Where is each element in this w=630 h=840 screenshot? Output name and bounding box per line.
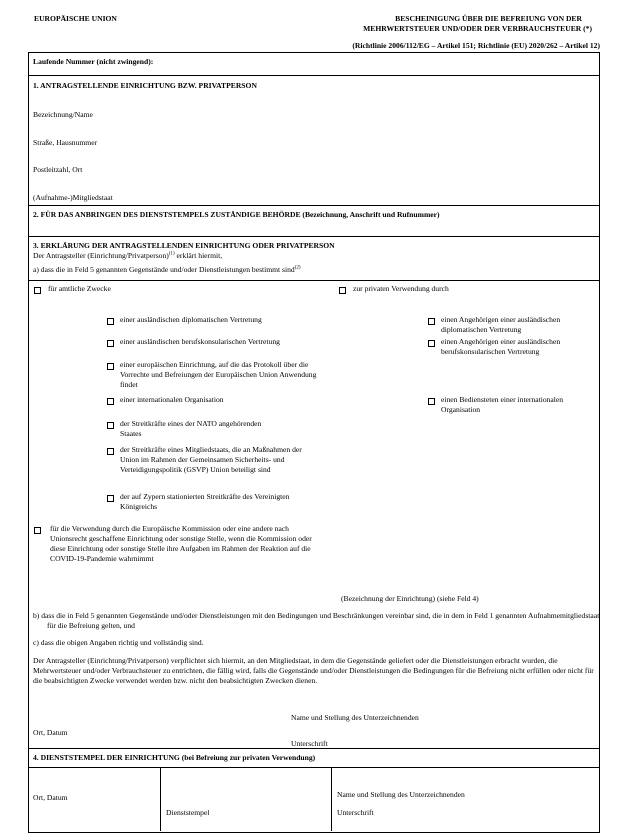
signature-field[interactable]: Unterschrift <box>291 739 328 748</box>
csdp-forces-label: der Streitkräfte eines Mitgliedstaats, die an Maßnahmen der Union im Rahmen der Gemeinsamen Sicherheits- und Verteidigungspolitik (GSVP) Union beteiligt sind <box>120 445 302 474</box>
signer-label: Name und Stellung des Unterzeichnenden <box>291 713 419 722</box>
legal-reference: (Richtlinie 2006/112/EG – Artikel 151; Richtlinie (EU) 2020/262 – Artikel 12) <box>352 41 600 50</box>
covid-response-label: für die Verwendung durch die Europäische Kommission oder eine andere nach Unionsrecht geschaffene Einrichtung oder sonstige Stelle, wenn die Kommission oder diese Einrichtung oder sonstige Stelle ihre Aufgaben im Rahmen der Reaktion auf die COVID-19-Pandemie wahrnimmt <box>50 524 312 563</box>
divider <box>28 75 599 76</box>
official-purpose-label: für amtliche Zwecke <box>48 284 111 293</box>
consular-post-label: einer ausländischen berufskonsularischen Vertretung <box>120 337 280 346</box>
diplomatic-member-label: einen Angehörigen einer ausländischen diplomatischen Vertretung <box>441 315 561 334</box>
diplomatic-mission-label: einer ausländischen diplomatischen Vertretung <box>120 315 262 324</box>
divider <box>28 767 599 768</box>
uk-cyprus-forces-label: der auf Zypern stationierten Streitkräfte des Vereinigten Königreichs <box>120 492 290 511</box>
official-purpose-checkbox[interactable] <box>34 287 41 294</box>
divider <box>28 748 599 749</box>
divider <box>28 280 599 281</box>
diplomatic-member-checkbox[interactable] <box>428 318 435 325</box>
private-use-label: zur privaten Verwendung durch <box>353 284 449 293</box>
divider <box>28 205 599 206</box>
form-title-line1: BESCHEINIGUNG ÜBER DIE BEFREIUNG VON DER <box>395 14 582 23</box>
union-label: EUROPÄISCHE UNION <box>34 14 117 23</box>
nato-forces-label: der Streitkräfte eines der NATO angehörenden Staates <box>120 419 262 438</box>
form-title-line2: MEHRWERTSTEUER UND/ODER DER VERBRAUCHSTEUER (*) <box>363 24 592 33</box>
intl-org-staff-label: einen Bediensteten einer internationalen Organisation <box>441 395 564 414</box>
section2-title: 2. FÜR DAS ANBRINGEN DES DIENSTSTEMPELS ZUSTÄNDIGE BEHÖRDE (Bezeichnung, Anschrift und Rufnummer) <box>33 210 440 219</box>
section4-title: 4. DIENSTSTEMPEL DER EINRICHTUNG (bei Befreiung zur privaten Verwendung) <box>33 753 316 762</box>
section3-title: 3. ERKLÄRUNG DER ANTRAGSTELLENDEN EINRICHTUNG ODER PRIVATPERSON <box>33 241 335 250</box>
declaration-intro: Der Antragsteller (Einrichtung/Privatperson)$^{(1)}$ erklärt hiermit, <box>33 251 223 260</box>
item-a: a) dass die in Feld 5 genannten Gegenstände und/oder Dienstleistungen bestimmt sind$^{(2)}$ <box>33 265 301 274</box>
csdp-forces-checkbox[interactable] <box>107 448 114 455</box>
item-b: b) dass die in Feld 5 genannten Gegenstände und/oder Dienstleistungen mit den Bedingungen und Beschränkungen vereinbar sind, die in dem in Feld 1 genannten Aufnahmemitgliedstaat für die Befreiung gelten, und <box>33 611 600 630</box>
serial-number-label: Laufende Nummer (nicht zwingend): <box>33 57 154 66</box>
divider <box>331 767 332 831</box>
international-org-checkbox[interactable] <box>107 398 114 405</box>
divider <box>28 236 599 237</box>
divider <box>160 767 161 831</box>
consular-member-label: einen Angehörigen einer ausländischen berufskonsularischen Vertretung <box>441 337 561 356</box>
intl-org-staff-checkbox[interactable] <box>428 398 435 405</box>
stamp-signer-label: Name und Stellung des Unterzeichnenden <box>337 790 465 799</box>
consular-member-checkbox[interactable] <box>428 340 435 347</box>
stamp-field[interactable]: Dienststempel <box>166 808 210 817</box>
facility-label: (Bezeichnung der Einrichtung) (siehe Feld 4) <box>341 594 479 603</box>
stamp-signature-field[interactable]: Unterschrift <box>337 808 374 817</box>
eu-body-checkbox[interactable] <box>107 363 114 370</box>
uk-cyprus-forces-checkbox[interactable] <box>107 495 114 502</box>
item-c: c) dass die obigen Angaben richtig und vollständig sind. <box>33 638 204 647</box>
private-use-checkbox[interactable] <box>339 287 346 294</box>
commitment-text: Der Antragsteller (Einrichtung/Privatperson) verpflichtet sich hiermit, an den Mitgliedstaat, in dem die Gegenstände geliefert oder die Dienstleistungen erbracht wurden, die Mehrwertsteuer und/oder Verbrauchsteuer zu entrichten, die fällig wird, falls die Gegenstände und/oder Dienstleistungen die Bedingungen für die Befreiung nicht erfüllen oder nicht für die beabsichtigten Zwecke verwendet werden bzw. nicht den beabsichtigten Zwecken dienen. <box>33 656 594 685</box>
name-field[interactable]: Bezeichnung/Name <box>33 110 93 119</box>
international-org-label: einer internationalen Organisation <box>120 395 224 404</box>
diplomatic-mission-checkbox[interactable] <box>107 318 114 325</box>
nato-forces-checkbox[interactable] <box>107 422 114 429</box>
member-state-field[interactable]: (Aufnahme-)Mitgliedstaat <box>33 193 113 202</box>
section1-title: 1. ANTRAGSTELLENDE EINRICHTUNG BZW. PRIVATPERSON <box>33 81 257 90</box>
street-field[interactable]: Straße, Hausnummer <box>33 138 98 147</box>
consular-post-checkbox[interactable] <box>107 340 114 347</box>
eu-body-label: einer europäischen Einrichtung, auf die das Protokoll über die Vorrechte und Befreiungen der Europäischen Union Anwendung findet <box>120 360 317 389</box>
covid-response-checkbox[interactable] <box>34 527 41 534</box>
place-date-field[interactable]: Ort, Datum <box>33 728 68 737</box>
postcode-city-field[interactable]: Postleitzahl, Ort <box>33 165 83 174</box>
stamp-place-date-field[interactable]: Ort, Datum <box>33 793 68 802</box>
